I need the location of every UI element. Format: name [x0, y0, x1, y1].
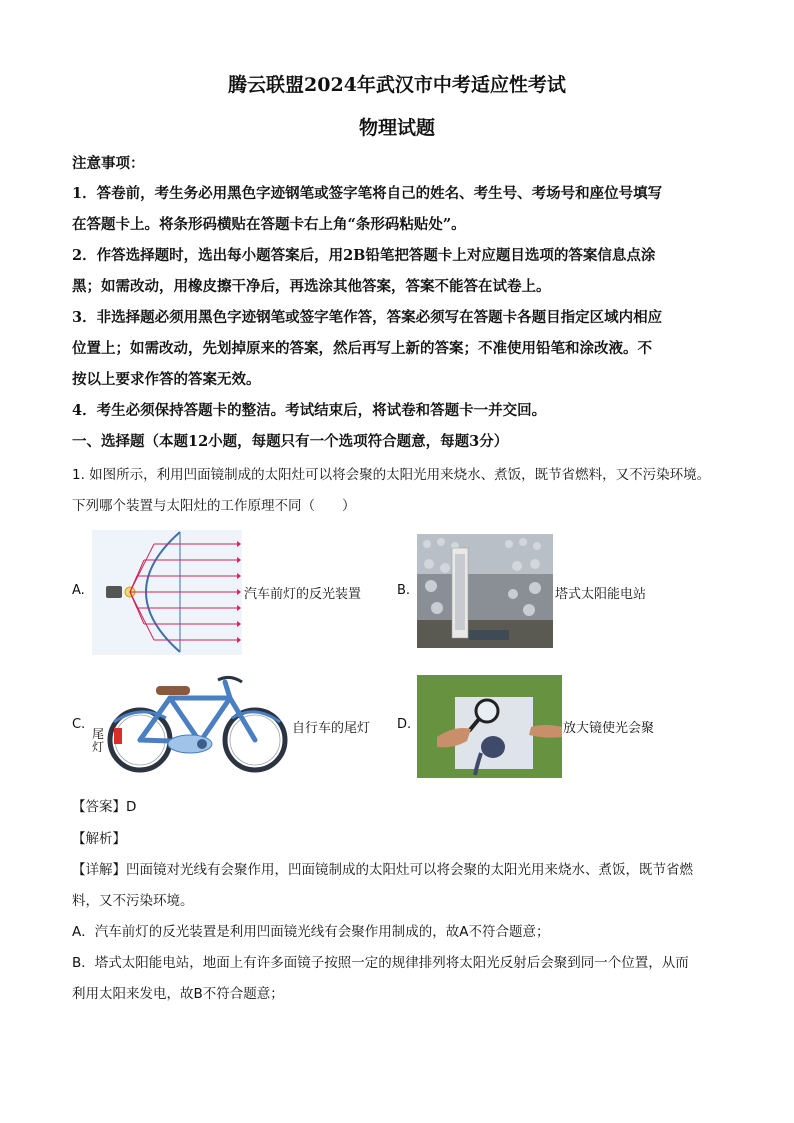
notice-line: 按以上要求作答的答案无效。: [72, 371, 261, 388]
detail-line: 【详解】凹面镜对光线有会聚作用，凹面镜制成的太阳灶可以将会聚的太阳光用来烧水、煮饭，既节省燃: [72, 862, 693, 878]
notice-line: 1．答卷前，考生务必用黑色字迹钢笔或签字笔将自己的姓名、考生号、考场号和座位号填写: [72, 185, 663, 202]
notice-line: 位置上；如需改动，先划掉原来的答案，然后再写上新的答案；不准使用铅笔和涂改液。不: [72, 340, 652, 357]
option-c-letter: C.: [72, 717, 86, 732]
question-stem: 1. 如图所示，利用凹面镜制成的太阳灶可以将会聚的太阳光用来烧水、煮饭，既节省燃料，又不污染环境。: [72, 467, 711, 483]
tail-light-label: 尾 灯: [92, 727, 105, 754]
option-d-letter: D.: [397, 717, 412, 732]
notice-line: 4．考生必须保持答题卡的整洁。考试结束后，将试卷和答题卡一并交回。: [72, 402, 547, 419]
notice-line: 2．作答选择题时，选出每小题答案后，用2B铅笔把答题卡上对应题目选项的答案信息点涂: [72, 247, 656, 264]
headlight-reflector-figure: [92, 530, 242, 655]
question-stem: 下列哪个装置与太阳灶的工作原理不同（ ）: [72, 498, 356, 514]
option-d-text: 放大镜使光会聚: [563, 721, 655, 736]
notice-line: 3．非选择题必须用黑色字迹钢笔或签字笔作答，答案必须写在答题卡各题目指定区域内相应: [72, 309, 663, 326]
section-heading: 一、选择题（本题12小题，每题只有一个选项符合题意，每题3分）: [72, 433, 509, 450]
detail-line: 料，又不污染环境。: [72, 893, 194, 909]
analysis-heading: 【解析】: [72, 831, 126, 847]
option-a-letter: A.: [72, 583, 85, 598]
answer-label: 【答案】D: [72, 799, 137, 815]
solar-tower-figure: [417, 534, 553, 648]
detail-line: 利用太阳来发电，故B不符合题意；: [72, 986, 284, 1002]
option-c-text: 自行车的尾灯: [292, 721, 371, 736]
option-b-text: 塔式太阳能电站: [555, 587, 647, 602]
option-a-text: 汽车前灯的反光装置: [244, 587, 362, 602]
exam-subtitle: 物理试题: [358, 117, 435, 139]
option-b-letter: B.: [397, 583, 411, 598]
exam-title: 腾云联盟2024年武汉市中考适应性考试: [228, 74, 566, 96]
notice-line: 在答题卡上。将条形码横贴在答题卡右上角“条形码粘贴处”。: [72, 216, 466, 233]
detail-line: A．汽车前灯的反光装置是利用凹面镜光线有会聚作用制成的，故A不符合题意；: [72, 924, 550, 940]
bicycle-figure: [90, 668, 290, 773]
detail-line: B．塔式太阳能电站，地面上有许多面镜子按照一定的规律排列将太阳光反射后会聚到同一个位置，从而: [72, 955, 689, 971]
magnifier-figure: [417, 675, 562, 778]
notice-heading: 注意事项：: [72, 155, 145, 172]
notice-line: 黑；如需改动，用橡皮擦干净后，再选涂其他答案，答案不能答在试卷上。: [72, 278, 551, 295]
